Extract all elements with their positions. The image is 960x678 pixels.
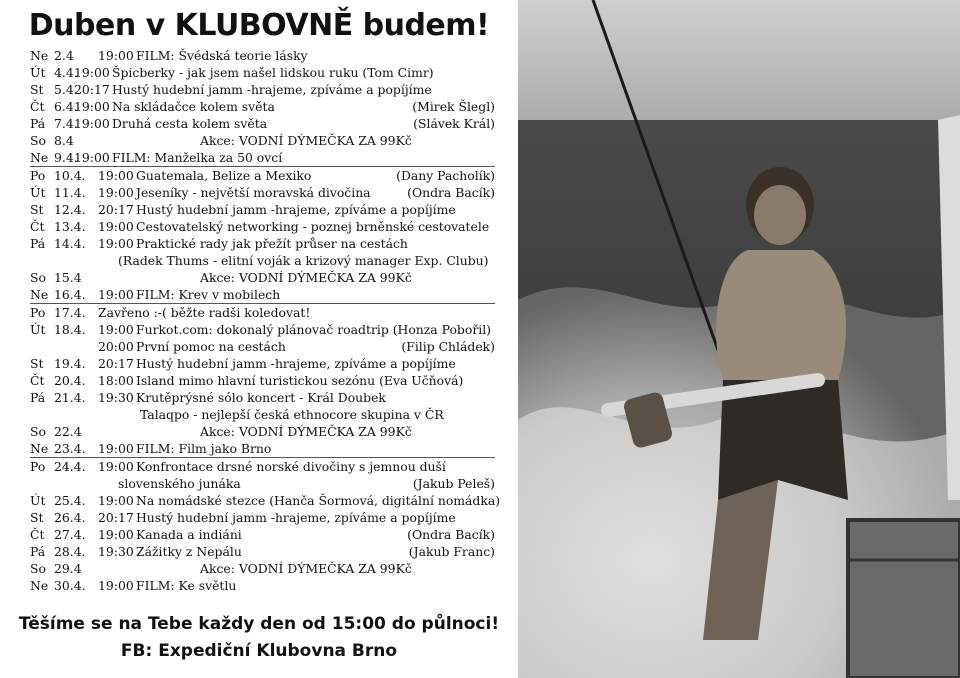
- event-title: slovenského junáka: [118, 476, 241, 491]
- event-time: 19:30: [98, 544, 134, 559]
- event-day: St: [30, 202, 44, 217]
- schedule-row: [30, 457, 495, 475]
- schedule-row: [30, 560, 495, 577]
- event-time: 19:00: [74, 116, 110, 131]
- schedule-row: [30, 166, 495, 184]
- event-title: FILM: Manželka za 50 ovcí: [112, 150, 283, 165]
- event-speaker: (Ondra Bacík): [407, 185, 495, 200]
- event-title: Zážitky z Nepálu: [136, 544, 242, 559]
- schedule-row: [30, 201, 495, 218]
- event-date: 28.4.: [54, 544, 86, 559]
- schedule-row: [30, 372, 495, 389]
- event-title: Furkot.com: dokonalý plánovač roadtrip (Honza Pobořil): [136, 322, 492, 337]
- event-speaker: (Ondra Bacík): [407, 527, 495, 542]
- event-time: 19:00: [98, 219, 134, 234]
- event-title: Konfrontace drsné norské divočiny s jemnou duší: [136, 459, 446, 474]
- event-title: Hustý hudební jamm -hrajeme, zpíváme a popíjíme: [136, 202, 456, 217]
- event-date: 4.4.: [54, 65, 78, 80]
- event-title: První pomoc na cestách: [136, 339, 286, 354]
- event-day: Ne: [30, 578, 49, 593]
- event-date: 24.4.: [54, 459, 86, 474]
- event-title: Na nomádské stezce (Hanča Šormová, digitální nomádka): [136, 493, 501, 508]
- event-date: 9.4.: [54, 150, 78, 165]
- schedule-row: [30, 475, 495, 492]
- schedule-row: [30, 98, 495, 115]
- event-day: So: [30, 561, 46, 576]
- schedule-row: [30, 492, 501, 509]
- schedule-row: [30, 269, 495, 286]
- event-date: 25.4.: [54, 493, 86, 508]
- event-date: 14.4.: [54, 236, 86, 251]
- schedule-row: [30, 218, 495, 235]
- event-date: 23.4.: [54, 441, 86, 456]
- footer-facebook: FB: Expediční Klubovna Brno: [120, 641, 398, 661]
- event-title: Island mimo hlavní turistickou sezónu (Eva Učňová): [136, 373, 464, 388]
- event-date: 29.4: [54, 561, 82, 576]
- event-date: 30.4.: [54, 578, 86, 593]
- event-title: Hustý hudební jamm -hrajeme, zpíváme a popíjíme: [112, 82, 432, 97]
- event-day: Pá: [30, 544, 46, 559]
- schedule-row: [30, 423, 495, 440]
- schedule-row: [30, 338, 495, 355]
- schedule-row: [30, 235, 495, 252]
- event-day: Ne: [30, 150, 49, 165]
- event-day: St: [30, 82, 44, 97]
- event-title: Špicberky - jak jsem našel lidskou ruku (Tom Cimr): [112, 65, 434, 80]
- event-time: 19:00: [74, 65, 110, 80]
- event-day: Út: [30, 493, 46, 508]
- poster-title: Duben v KLUBOVNĚ budem!: [28, 8, 490, 43]
- event-time: 19:00: [98, 322, 134, 337]
- event-speaker: (Filip Chládek): [401, 339, 495, 354]
- schedule-row: [30, 509, 495, 526]
- event-time: 19:00: [98, 527, 134, 542]
- event-day: So: [30, 133, 46, 148]
- schedule-row: [30, 47, 495, 64]
- event-time: 19:00: [74, 99, 110, 114]
- event-day: Ne: [30, 441, 49, 456]
- event-day: Po: [30, 459, 46, 474]
- event-time: 20:17: [74, 82, 110, 97]
- schedule-list: [30, 47, 501, 594]
- event-date: 2.4: [54, 48, 74, 63]
- event-speaker: (Slávek Král): [413, 116, 495, 131]
- event-day: Čt: [30, 373, 45, 388]
- schedule-row: [30, 389, 495, 406]
- event-speaker: (Jakub Peleš): [412, 476, 495, 491]
- event-date: 6.4.: [54, 99, 78, 114]
- event-title: Krutěprýsné sólo koncert - Král Doubek: [136, 390, 386, 405]
- event-time: 20:17: [98, 510, 134, 525]
- event-day: Po: [30, 168, 46, 183]
- event-title: Na skládačce kolem světa: [112, 99, 275, 114]
- event-title: Kanada a indiáni: [136, 527, 242, 542]
- schedule-row: [30, 149, 495, 166]
- event-date: 10.4.: [54, 168, 86, 183]
- schedule-row: [30, 303, 495, 321]
- event-time: 20:00: [98, 339, 134, 354]
- schedule-row: [30, 321, 495, 338]
- event-day: Čt: [30, 219, 45, 234]
- event-time: 19:00: [98, 168, 134, 183]
- event-day: Pá: [30, 116, 46, 131]
- event-date: 21.4.: [54, 390, 86, 405]
- event-date: 12.4.: [54, 202, 86, 217]
- event-speaker: (Dany Pacholík): [396, 168, 495, 183]
- event-time: 19:00: [98, 493, 134, 508]
- event-date: 15.4: [54, 270, 82, 285]
- sailor-photo-illustration: [518, 0, 960, 678]
- event-time: 19:00: [74, 150, 110, 165]
- event-date: 19.4.: [54, 356, 86, 371]
- event-speaker: (Jakub Franc): [408, 544, 495, 559]
- event-time: 19:00: [98, 48, 134, 63]
- event-title: Akce: VODNÍ DÝMEČKA ZA 99Kč: [200, 424, 412, 439]
- event-time: 19:00: [98, 459, 134, 474]
- event-date: 17.4.: [54, 305, 86, 320]
- schedule-row: [30, 440, 495, 457]
- event-time: 19:00: [98, 236, 134, 251]
- footer-opening-hours: Těšíme se na Tebe každy den od 15:00 do půlnoci!: [18, 614, 500, 634]
- event-title: Hustý hudební jamm -hrajeme, zpíváme a popíjíme: [136, 510, 456, 525]
- event-day: Út: [30, 322, 46, 337]
- event-day: So: [30, 270, 46, 285]
- event-title: Akce: VODNÍ DÝMEČKA ZA 99Kč: [200, 270, 412, 285]
- event-time: 19:00: [98, 185, 134, 200]
- event-date: 5.4.: [54, 82, 78, 97]
- schedule-row: [30, 286, 495, 303]
- schedule-row: [30, 526, 495, 543]
- event-day: Čt: [30, 527, 45, 542]
- event-day: Pá: [30, 236, 46, 251]
- event-title: Guatemala, Belize a Mexiko: [136, 168, 312, 183]
- schedule-row: [30, 543, 495, 560]
- event-time: 18:00: [98, 373, 134, 388]
- event-day: Čt: [30, 99, 45, 114]
- event-time: 19:00: [98, 287, 134, 302]
- event-title: FILM: Film jako Brno: [136, 441, 272, 456]
- event-date: 13.4.: [54, 219, 86, 234]
- event-speaker: (Mirek Šlegl): [412, 99, 495, 114]
- event-day: St: [30, 356, 44, 371]
- event-title: Praktické rady jak přežít průser na cestách: [136, 236, 408, 251]
- sailor-photo: [518, 0, 960, 678]
- schedule-row: [30, 81, 495, 98]
- event-time: 20:17: [98, 202, 134, 217]
- event-title: Cestovatelský networking - poznej brněnské cestovatele: [136, 219, 490, 234]
- schedule-row: [30, 132, 495, 149]
- event-time: 19:00: [98, 441, 134, 456]
- schedule-row: [30, 406, 495, 423]
- event-date: 11.4.: [54, 185, 86, 200]
- schedule-row: [30, 252, 495, 269]
- event-time: 19:30: [98, 390, 134, 405]
- event-title: FILM: Krev v mobilech: [136, 287, 281, 302]
- schedule-row: [30, 184, 495, 201]
- event-date: 27.4.: [54, 527, 86, 542]
- event-day: Út: [30, 185, 46, 200]
- event-day: So: [30, 424, 46, 439]
- event-time: 19:00: [98, 578, 134, 593]
- schedule-row: [30, 355, 495, 372]
- schedule-row: [30, 577, 495, 594]
- event-date: 8.4: [54, 133, 74, 148]
- schedule-row: [30, 64, 495, 81]
- event-day: St: [30, 510, 44, 525]
- event-title: Druhá cesta kolem světa: [112, 116, 268, 131]
- event-day: Út: [30, 65, 46, 80]
- event-date: 20.4.: [54, 373, 86, 388]
- event-date: 16.4.: [54, 287, 86, 302]
- event-title: Akce: VODNÍ DÝMEČKA ZA 99Kč: [200, 561, 412, 576]
- event-date: 26.4.: [54, 510, 86, 525]
- event-day: Pá: [30, 390, 46, 405]
- event-title: FILM: Ke světlu: [136, 578, 237, 593]
- event-title: Jeseníky - největší moravská divočina: [136, 185, 371, 200]
- event-day: Ne: [30, 287, 49, 302]
- event-title: Akce: VODNÍ DÝMEČKA ZA 99Kč: [200, 133, 412, 148]
- event-date: 7.4.: [54, 116, 78, 131]
- event-day: Po: [30, 305, 46, 320]
- event-title: Hustý hudební jamm -hrajeme, zpíváme a popíjíme: [136, 356, 456, 371]
- event-date: 22.4: [54, 424, 82, 439]
- event-date: 18.4.: [54, 322, 86, 337]
- event-day: Ne: [30, 48, 49, 63]
- event-title: (Radek Thums - elitní voják a krizový manager Exp. Clubu): [118, 253, 489, 268]
- event-title: Zavřeno :-( běžte radši koledovat!: [98, 305, 311, 320]
- event-time: 20:17: [98, 356, 134, 371]
- event-title: Talaqpo - nejlepší česká ethnocore skupina v ČR: [140, 407, 444, 422]
- schedule-row: [30, 115, 495, 132]
- event-title: FILM: Švédská teorie lásky: [136, 48, 308, 63]
